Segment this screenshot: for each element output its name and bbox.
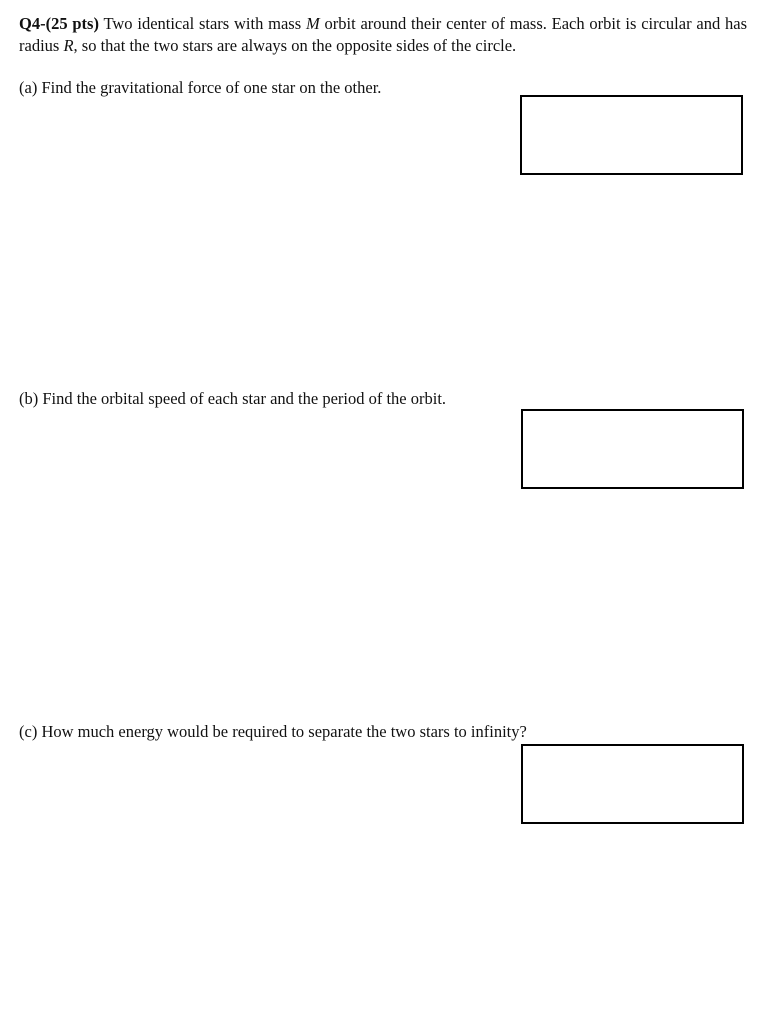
question-text-2: orbit around their center of mass. Each orbit is circular and has radius bbox=[19, 14, 747, 55]
part-a-prompt: (a) Find the gravitational force of one star on the other. bbox=[19, 78, 382, 97]
part-a-answer-box[interactable] bbox=[520, 95, 743, 175]
part-c-prompt: (c) How much energy would be required to separate the two stars to infinity? bbox=[19, 722, 527, 741]
part-c-answer-box[interactable] bbox=[521, 744, 744, 824]
question-number: Q4-(25 pts) bbox=[19, 14, 99, 33]
radius-symbol: R bbox=[63, 36, 74, 55]
part-b-prompt: (b) Find the orbital speed of each star and the period of the orbit. bbox=[19, 389, 447, 408]
mass-symbol: M bbox=[305, 14, 320, 33]
question-stem bbox=[19, 13, 747, 57]
question-text-1: Two identical stars with mass bbox=[98, 14, 306, 33]
part-b-answer-box[interactable] bbox=[521, 409, 744, 489]
question-text-3: , so that the two stars are always on the opposite sides of the circle. bbox=[73, 36, 517, 55]
